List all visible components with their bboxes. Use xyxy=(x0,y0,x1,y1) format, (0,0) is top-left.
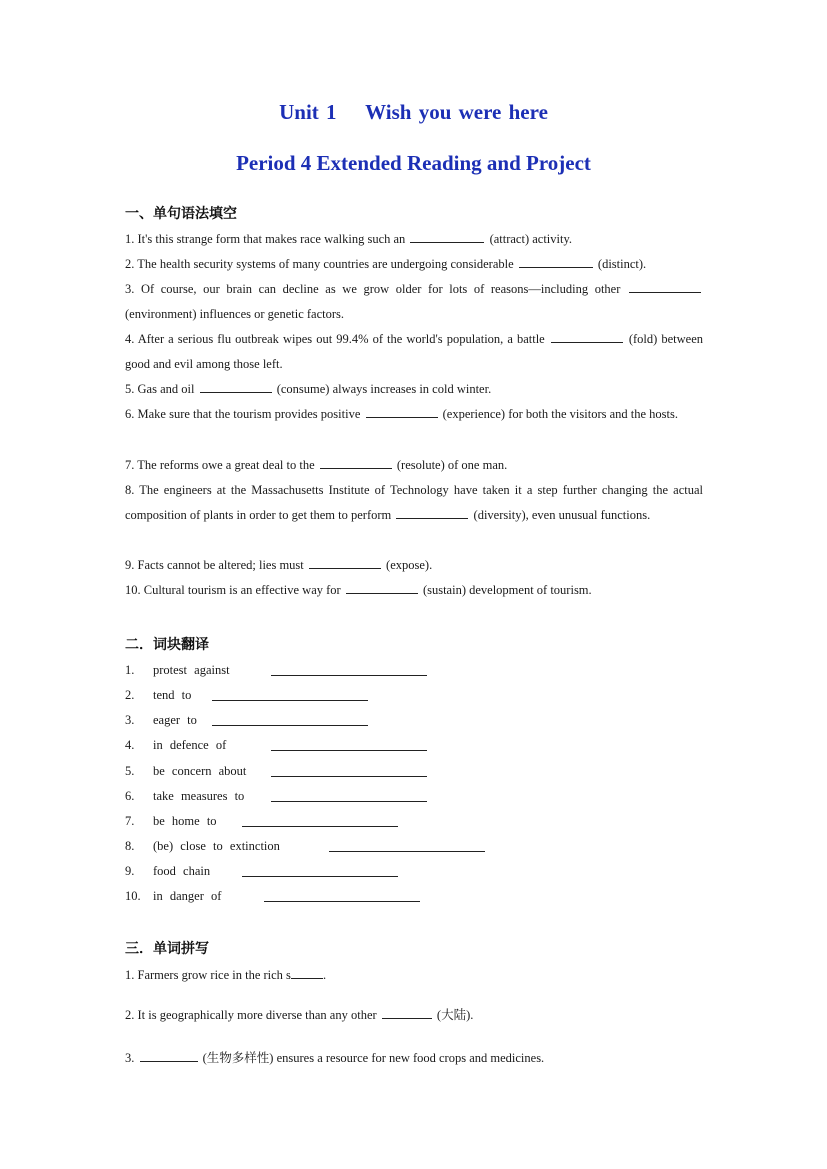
question-5: 5. Gas and oil (consume) always increases in cold winter. xyxy=(125,382,492,396)
translation-blank[interactable] xyxy=(271,675,427,676)
answer-blank[interactable] xyxy=(410,230,484,243)
phrase-number: 2. xyxy=(125,688,135,702)
translation-blank[interactable] xyxy=(212,725,368,726)
phrase-text: tend to xyxy=(153,688,192,702)
translation-blank[interactable] xyxy=(329,851,485,852)
phrase-number: 3. xyxy=(125,713,135,727)
answer-blank[interactable] xyxy=(291,966,323,979)
translation-blank[interactable] xyxy=(271,776,427,777)
translation-blank[interactable] xyxy=(271,750,427,751)
answer-blank[interactable] xyxy=(346,581,418,594)
question-9: 9. Facts cannot be altered; lies must (expose). xyxy=(125,558,433,572)
section-1-heading: 一、单句语法填空 xyxy=(125,206,237,222)
phrase-number: 1. xyxy=(125,663,135,677)
section-3-heading: 三．单词拼写 xyxy=(125,941,209,957)
phrase-text: food chain xyxy=(153,864,211,878)
translation-blank[interactable] xyxy=(271,801,427,802)
translation-blank[interactable] xyxy=(242,876,398,877)
phrase-number: 9. xyxy=(125,864,135,878)
unit-title: Unit 1 Wish you were here xyxy=(279,100,548,124)
answer-blank[interactable] xyxy=(629,280,701,293)
translation-blank[interactable] xyxy=(264,901,420,902)
answer-blank[interactable] xyxy=(200,380,272,393)
question-3: 3. Of course, our brain can decline as we grow older for lots of reasons—including other (environment) influences or genetic factors. xyxy=(125,277,703,327)
answer-blank[interactable] xyxy=(551,330,623,343)
question-10: 10. Cultural tourism is an effective way for (sustain) development of tourism. xyxy=(125,583,592,597)
question-6: 6. Make sure that the tourism provides positive (experience) for both the visitors and the hosts. xyxy=(125,407,678,421)
answer-blank[interactable] xyxy=(519,255,593,268)
spelling-item-3: 3. (生物多样性) ensures a resource for new food crops and medicines. xyxy=(125,1051,545,1065)
spelling-item-1: 1. Farmers grow rice in the rich s . xyxy=(125,968,327,982)
phrase-text: (be) close to extinction xyxy=(153,839,280,853)
phrase-text: protest against xyxy=(153,663,230,677)
answer-blank[interactable] xyxy=(140,1049,198,1062)
question-4: 4. After a serious flu outbreak wipes out 99.4% of the world's population, a battle (fold) between good and evil among those left. xyxy=(125,332,703,371)
question-7: 7. The reforms owe a great deal to the (resolute) of one man. xyxy=(125,458,508,472)
answer-blank[interactable] xyxy=(320,456,392,469)
translation-blank[interactable] xyxy=(212,700,368,701)
phrase-text: take measures to xyxy=(153,789,245,803)
phrase-number: 8. xyxy=(125,839,135,853)
answer-blank[interactable] xyxy=(309,556,381,569)
spelling-item-2: 2. It is geographically more diverse than any other (大陆). xyxy=(125,1008,474,1022)
answer-blank[interactable] xyxy=(366,405,438,418)
question-8: 8. The engineers at the Massachusetts Institute of Technology have taken it a step further changing the actual composition of plants in order to get them to perform (diversity), even unusual functions. xyxy=(125,483,703,522)
phrase-number: 6. xyxy=(125,789,135,803)
phrase-text: in danger of xyxy=(153,889,222,903)
answer-blank[interactable] xyxy=(396,506,468,519)
answer-blank[interactable] xyxy=(382,1006,432,1019)
phrase-number: 5. xyxy=(125,764,135,778)
question-1: 1. It's this strange form that makes race walking such an (attract) activity. xyxy=(125,232,573,246)
section-2-heading: 二．词块翻译 xyxy=(125,637,209,653)
question-2: 2. The health security systems of many countries are undergoing considerable (distinct). xyxy=(125,257,647,271)
phrase-text: in defence of xyxy=(153,738,227,752)
phrase-number: 10. xyxy=(125,889,141,903)
phrase-text: be concern about xyxy=(153,764,247,778)
period-title: Period 4 Extended Reading and Project xyxy=(236,151,591,175)
phrase-number: 4. xyxy=(125,738,135,752)
translation-blank[interactable] xyxy=(242,826,398,827)
phrase-number: 7. xyxy=(125,814,135,828)
phrase-text: eager to xyxy=(153,713,197,727)
phrase-text: be home to xyxy=(153,814,217,828)
